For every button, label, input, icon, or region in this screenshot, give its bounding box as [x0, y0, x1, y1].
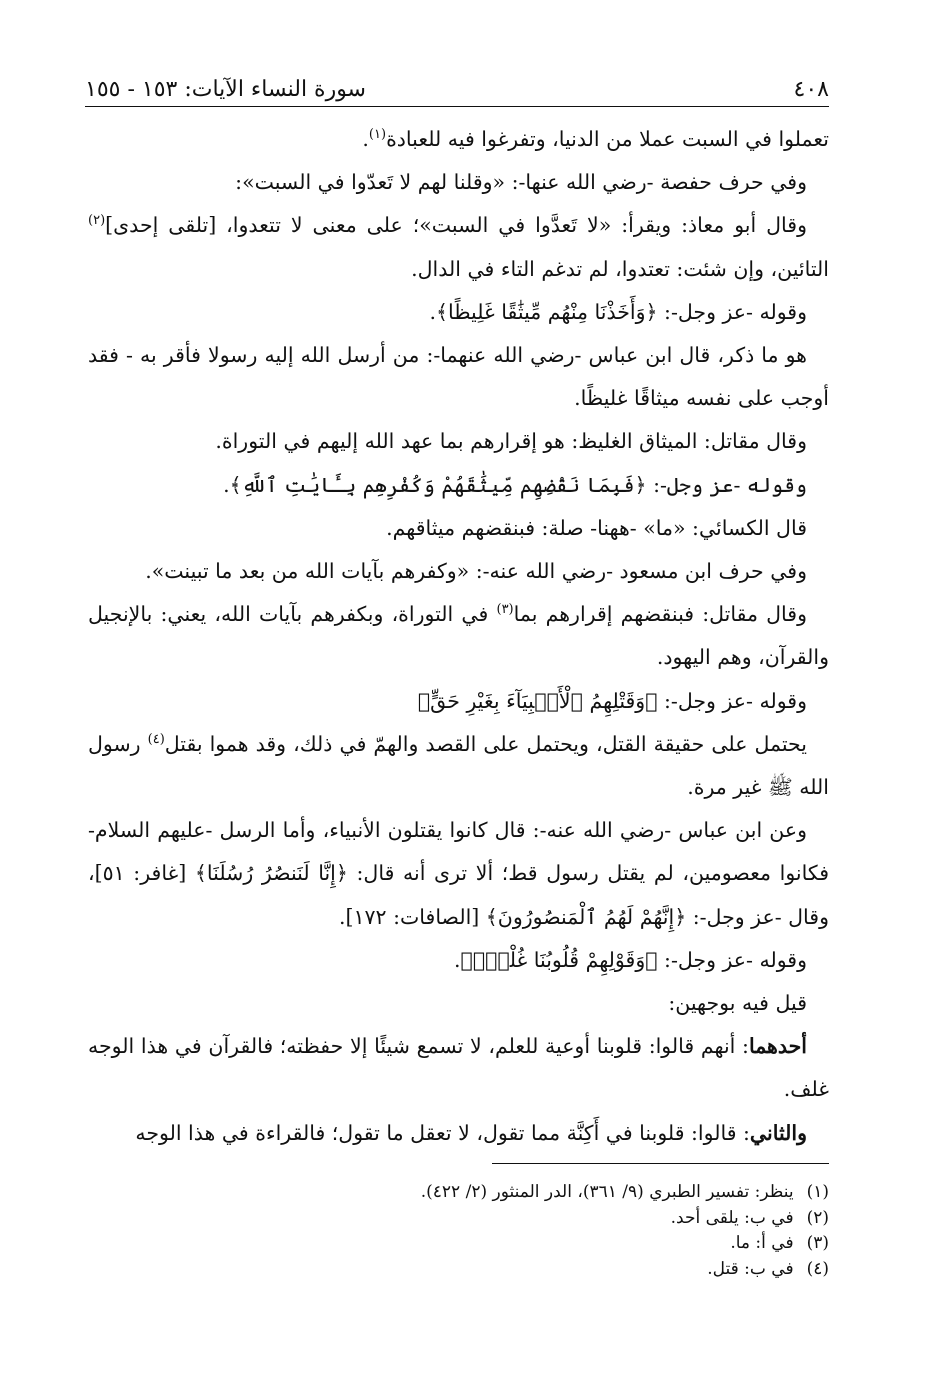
- text-run: وقوله -عز وجل-: ﴿وَأَخَذْنَا مِنْهُم مِّيثَٰقًا غَلِيظًا﴾.: [429, 299, 807, 324]
- text-run: وعن ابن عباس -رضي الله عنه-: قال كانوا يقتلون الأنبياء، وأما الرسل -عليهم السلام- فكانوا معصومين، لم يقتل رسول قط؛ ألا ترى أنه قال: ﴿إِنَّا لَنَنصُرُ رُسُلَنَا﴾ [غافر: ٥١]، وقال -عز وجل-: ﴿إِنَّهُمْ لَهُمُ ٱلْمَنصُورُونَ﴾ [الصافات: ١٧٢].: [88, 818, 829, 929]
- text-run: وقال أبو معاذ: ويقرأ: «لا تَعدَّوا في السبت»؛ على معنى لا تتعدوا، [تلقى إحدى]: [105, 213, 807, 238]
- paragraph: [88, 334, 829, 420]
- text-run: هو ما ذكر، قال ابن عباس -رضي الله عنهما-: من أرسل الله إليه رسولا فأقر به - فقد أوجب على نفسه ميثاقًا غليظًا.: [88, 343, 829, 411]
- footnote-marker: (٣): [496, 602, 514, 618]
- main-text: [88, 118, 829, 1155]
- text-run: رسول الله ﷺ غير مرة.: [88, 731, 829, 800]
- text-run: : قالوا: قلوبنا في أَكِنَّة مما تقول، لا تعقل ما تقول؛ فالقراءة في هذا الوجه: [135, 1120, 750, 1145]
- bold-term: أحدهما: [748, 1034, 807, 1059]
- text-run: وقوله -عز وجل-: ﴿وَقَتْلِهِمُ ٱلْأَنۢبِيَآءَ بِغَيْرِ حَقٍّ﴾: [417, 688, 807, 713]
- bold-term: والثاني: [749, 1120, 807, 1145]
- text-run: وفي حرف ابن مسعود -رضي الله عنه-: «وكفرهم بآيات الله من بعد ما تبينت».: [145, 559, 807, 584]
- footnote-marker: (٢): [88, 213, 106, 229]
- text-run: تعملوا في السبت عملا من الدنيا، وتفرغوا فيه للعبادة: [386, 127, 829, 151]
- header-rule: [85, 106, 829, 107]
- paragraph: [88, 939, 829, 982]
- footnote-text: في ب: قتل.: [707, 1258, 799, 1279]
- footnote: [300, 1180, 829, 1206]
- paragraph: [88, 1025, 829, 1111]
- text-run: وقوله -عز وجل-: ﴿فَبِمَا نَقْضِهِم مِّيثَٰقَهُمْ وَكُفْرِهِم بِـَٔايَٰتِ ٱللَّهِ﴾.: [223, 472, 807, 497]
- footnote-text: في ب: يلقى أحد.: [670, 1207, 799, 1228]
- text-run: قال الكسائي: «ما» -ههنا- صلة: فبنقضهم ميثاقهم.: [386, 515, 807, 540]
- paragraph: [88, 723, 829, 809]
- footnote-text: ينظر: تفسير الطبري (٩/ ٣٦١)، الدر المنثور (٢/ ٤٢٢).: [420, 1182, 799, 1202]
- paragraph: [88, 464, 829, 507]
- text-run: قيل فيه بوجهين:: [668, 991, 807, 1016]
- text-run: يحتمل على حقيقة القتل، ويحتمل على القصد والهمّ في ذلك، وقد هموا بقتل: [164, 731, 807, 756]
- paragraph: [88, 204, 829, 290]
- footnote-number: (١): [806, 1182, 829, 1202]
- footnote: [300, 1206, 829, 1232]
- footnote-number: (٤): [806, 1258, 829, 1279]
- text-run: : أنهم قالوا: قلوبنا أوعية للعلم، لا تسمع شيئًا إلا حفظته؛ فالقرآن في هذا الوجه غلف.: [88, 1034, 829, 1102]
- footnote-text: في أ: ما.: [730, 1233, 799, 1253]
- paragraph: [88, 161, 829, 204]
- paragraph: [88, 118, 829, 161]
- footnote: [300, 1231, 829, 1257]
- text-run: وقال مقاتل: الميثاق الغليظ: هو إقرارهم بما عهد الله إليهم في التوراة.: [215, 429, 807, 454]
- paragraph: [88, 1112, 829, 1155]
- footnote-number: (٢): [806, 1207, 829, 1228]
- paragraph: [88, 507, 829, 550]
- text-run: التائين، وإن شئت: تعتدوا، لم تدغم التاء في الدال.: [411, 256, 829, 281]
- footnote-separator: [492, 1163, 829, 1164]
- footnote-marker: (٤): [147, 732, 165, 748]
- running-title: سورة النساء الآيات: ١٥٣ - ١٥٥: [85, 77, 366, 102]
- paragraph: [88, 550, 829, 593]
- text-run: وقوله -عز وجل-: ﴿وَقَوْلِهِمْ قُلُوبُنَا غُلْفٌۢ﴾.: [454, 947, 807, 972]
- paragraph: [88, 680, 829, 723]
- text-run: وفي حرف حفصة -رضي الله عنها-: «وقلنا لهم لا تَعدّوا في السبت»:: [235, 170, 807, 195]
- footnote-marker: (١): [368, 127, 387, 143]
- footnote: [300, 1257, 829, 1283]
- paragraph: [88, 809, 829, 939]
- page-number: ٤٠٨: [793, 77, 829, 102]
- paragraph: [88, 291, 829, 334]
- footnotes: [300, 1180, 829, 1282]
- footnote-number: (٣): [806, 1233, 829, 1253]
- paragraph: [88, 982, 829, 1025]
- text-run: في التوراة، وبكفرهم بآيات الله، يعني: بالإنجيل والقرآن، وهم اليهود.: [88, 602, 829, 670]
- paragraph: [88, 420, 829, 463]
- paragraph: [88, 593, 829, 679]
- text-run: .: [362, 127, 369, 151]
- text-run: وقال مقاتل: فبنقضهم إقرارهم بما: [513, 602, 807, 627]
- page-header: [85, 62, 829, 102]
